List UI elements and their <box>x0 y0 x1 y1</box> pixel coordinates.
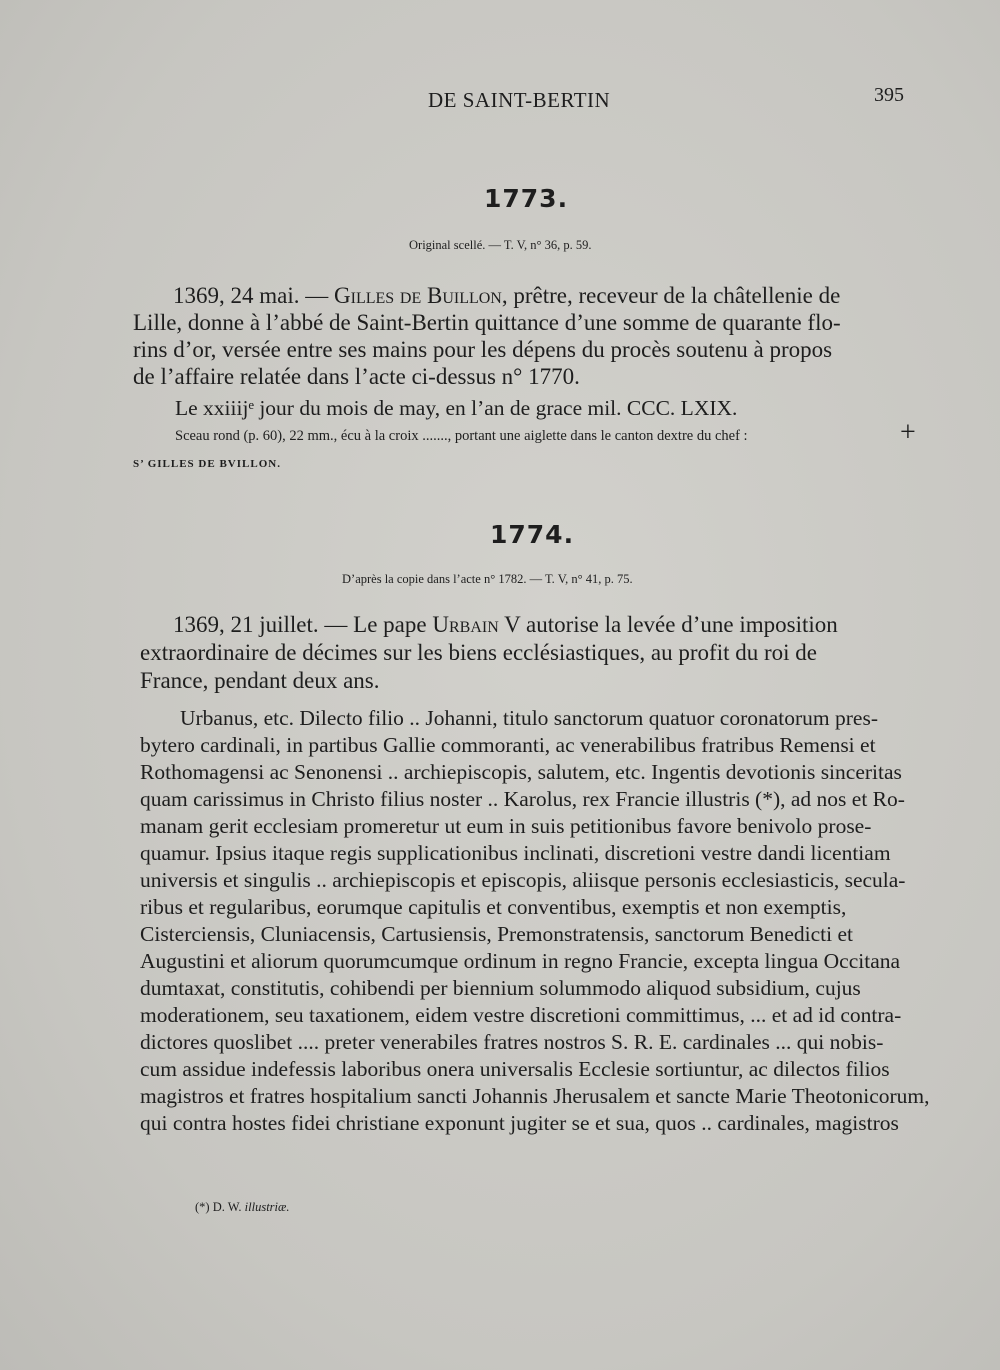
entry-source-1774: D’après la copie dans l’acte n° 1782. — T. V, n° 41, p. 75. <box>342 572 633 586</box>
latin-line: Rothomagensi ac Senonensi .. archiepiscopis, salutem, etc. Ingentis devotionis sinceritas <box>140 760 902 784</box>
text-line: de l’affaire relatée dans l’acte ci-dessus n° 1770. <box>133 364 580 389</box>
latin-line: dumtaxat, constitutis, cohibendi per biennium solummodo aliquod subsidium, cujus <box>140 976 861 1000</box>
entry-1774-line-1 <box>173 612 838 638</box>
entry-date-1774: 1369, 21 juillet. <box>173 612 319 637</box>
footnote-text: illustriæ. <box>244 1200 290 1214</box>
quote-line: Le xxiiijᵉ jour du mois de may, en l’an de grace mil. CCC. LXIX. <box>175 396 738 420</box>
text-line: rins d’or, versée entre ses mains pour les dépens du procès soutenu à propos <box>133 337 833 362</box>
cross-symbol: + <box>900 417 916 448</box>
running-title: DE SAINT-BERTIN <box>428 88 611 112</box>
latin-line: quamur. Ipsius itaque regis supplicationibus inclinati, discretioni vestre dandi licentiam <box>140 841 891 865</box>
latin-line: Augustini et aliorum quorumcumque ordinum in regno Francie, excepta lingua Occitana <box>140 949 901 973</box>
entry-date-1773: 1369, 24 mai. <box>173 283 300 308</box>
text-line: V autorise la levée d’une imposition <box>504 612 838 637</box>
latin-line: bytero cardinali, in partibus Gallie commoranti, ac venerabilibus fratribus Remensi et <box>140 733 876 757</box>
person-name: Urbain <box>432 612 499 637</box>
latin-line: manam gerit ecclesiam promeretur ut eum in suis petitionibus favore benivolo prose- <box>140 814 872 838</box>
latin-line: dictores quoslibet .... preter venerabiles fratres nostros S. R. E. cardinales ... qui nobis- <box>140 1030 884 1054</box>
text-line: prêtre, receveur de la châtellenie de <box>513 283 841 308</box>
latin-line: cum assidue indefessis laboribus onera universalis Ecclesie sortiuntur, ac dilectos filios <box>140 1057 890 1081</box>
latin-line: qui contra hostes fidei christiane exponunt jugiter se et sua, quos .. cardinales, magistros <box>140 1111 899 1135</box>
dash: — <box>305 283 329 308</box>
latin-line: quam carissimus in Christo filius noster .. Karolus, rex Francie illustris (*), ad nos et Ro- <box>140 787 905 811</box>
page-number: 395 <box>874 84 904 106</box>
latin-line: ribus et regularibus, eorumque capitulis et conventibus, exemptis et non exemptis, <box>140 895 847 919</box>
dash: — <box>324 612 348 637</box>
latin-line: moderationem, seu taxationem, eidem vestre discretioni committimus, ... et ad id contra- <box>140 1003 902 1027</box>
seal-description: Sceau rond (p. 60), 22 mm., écu à la croix ......., portant une aiglette dans le canton dextre du chef : <box>175 428 748 444</box>
text-line: France, pendant deux ans. <box>140 668 380 693</box>
text-fragment: Le pape <box>353 612 427 637</box>
seal-inscription: S’ GILLES DE BVILLON. <box>133 458 281 470</box>
footnote-marker: (*) D. W. <box>195 1200 242 1214</box>
latin-line: universis et singulis .. archiepiscopis et episcopis, aliisque personis ecclesiasticis, secula- <box>140 868 906 892</box>
person-name: Gilles de Buillon, <box>334 283 508 308</box>
text-line: Lille, donne à l’abbé de Saint-Bertin quittance d’une somme de quarante flo- <box>133 310 841 335</box>
entry-1773-line-1 <box>173 283 840 309</box>
latin-line: Urbanus, etc. Dilecto filio .. Johanni, titulo sanctorum quatuor coronatorum pres- <box>180 706 878 730</box>
text-line: extraordinaire de décimes sur les biens ecclésiastiques, au profit du roi de <box>140 640 817 665</box>
entry-number-1774: 1774. <box>490 520 575 549</box>
footnote <box>195 1200 289 1215</box>
latin-line: Cisterciensis, Cluniacensis, Cartusiensis, Premonstratensis, sanctorum Benedicti et <box>140 922 853 946</box>
entry-source-1773: Original scellé. — T. V, n° 36, p. 59. <box>409 238 592 252</box>
latin-line: magistros et fratres hospitalium sancti Johannis Jherusalem et sancte Marie Theotonicorum, <box>140 1084 930 1108</box>
entry-number-1773: 1773. <box>484 184 569 213</box>
